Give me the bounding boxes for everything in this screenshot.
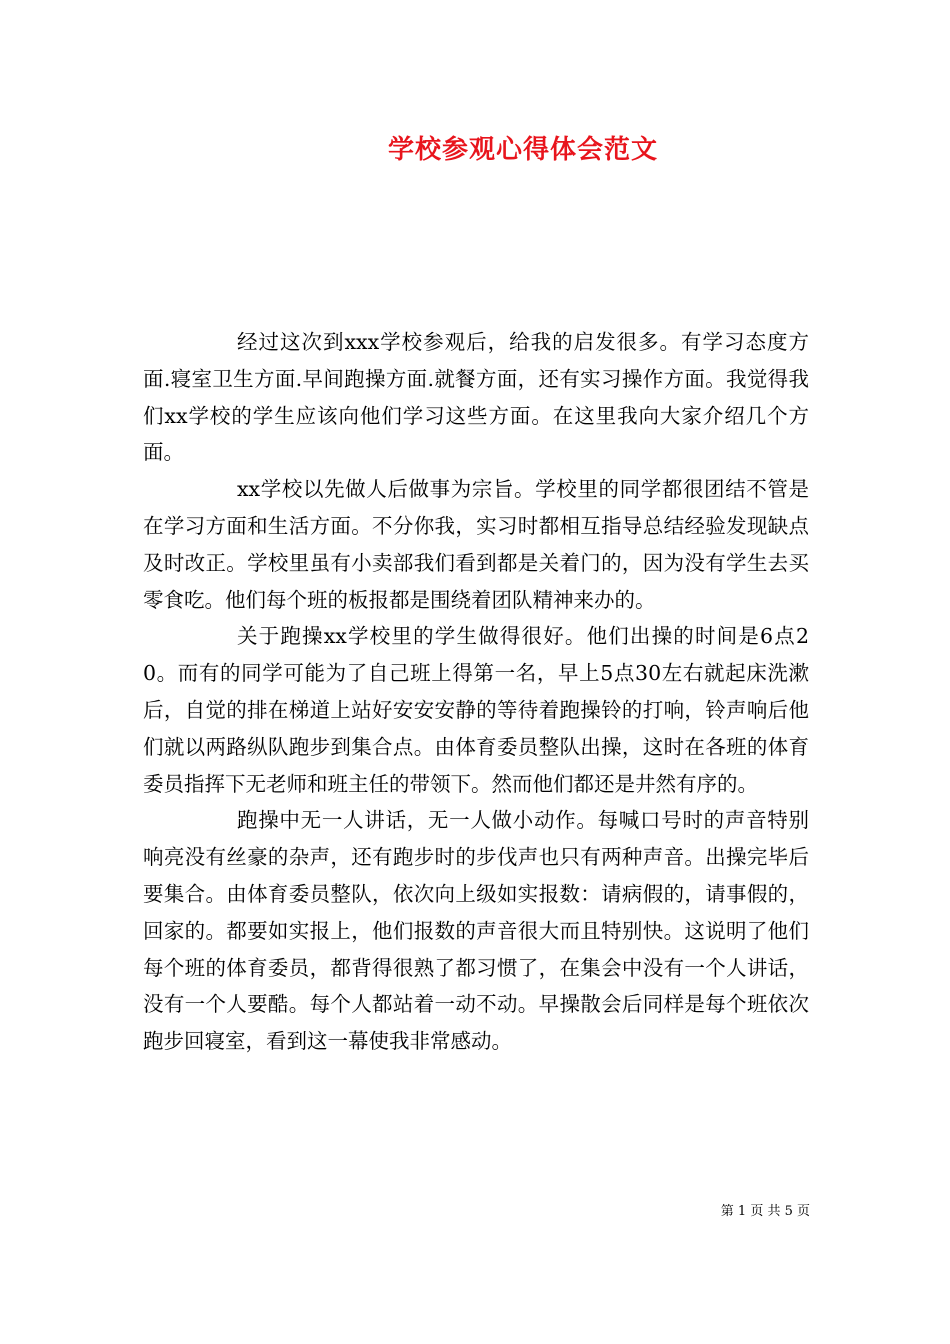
paragraph-2: xx学校以先做人后做事为宗旨。学校里的同学都很团结不管是在学习方面和生活方面。不分你我，实习时都相互指导总结经验发现缺点及时改正。学校里虽有小卖部我们看到都是关着门的，因为没有学生去买零食吃。他们每个班的板报都是围绕着团队精神来办的。: [143, 477, 809, 612]
page-number: 第 1 页 共 5 页: [720, 1204, 810, 1219]
document-title: 学校参观心得体会范文: [387, 135, 658, 165]
document-body: [143, 324, 809, 1060]
paragraph-3: 关于跑操xx学校里的学生做得很好。他们出操的时间是6点20。而有的同学可能为了自己班上得第一名，早上5点30左右就起床洗漱后，自觉的排在梯道上站好安安安静的等待着跑操铃的打响，铃声响后他们就以两路纵队跑步到集合点。由体育委员整队出操，这时在各班的体育委员指挥下无老师和班主任的带领下。然而他们都还是井然有序的。: [143, 624, 809, 796]
paragraph-1: 经过这次到xxx学校参观后，给我的启发很多。有学习态度方面.寝室卫生方面.早间跑操方面.就餐方面，还有实习操作方面。我觉得我们xx学校的学生应该向他们学习这些方面。在这里我向大家介绍几个方面。: [143, 330, 809, 465]
paragraph-4: 跑操中无一人讲话，无一人做小动作。每喊口号时的声音特别响亮没有丝豪的杂声，还有跑步时的步伐声也只有两种声音。出操完毕后要集合。由体育委员整队，依次向上级如实报数：请病假的，请事假的，回家的。都要如实报上，他们报数的声音很大而且特别快。这说明了他们每个班的体育委员，都背得很熟了都习惯了，在集会中没有一个人讲话，没有一个人要酷。每个人都站着一动不动。早操散会后同样是每个班依次跑步回寝室，看到这一幕使我非常感动。: [143, 808, 809, 1054]
